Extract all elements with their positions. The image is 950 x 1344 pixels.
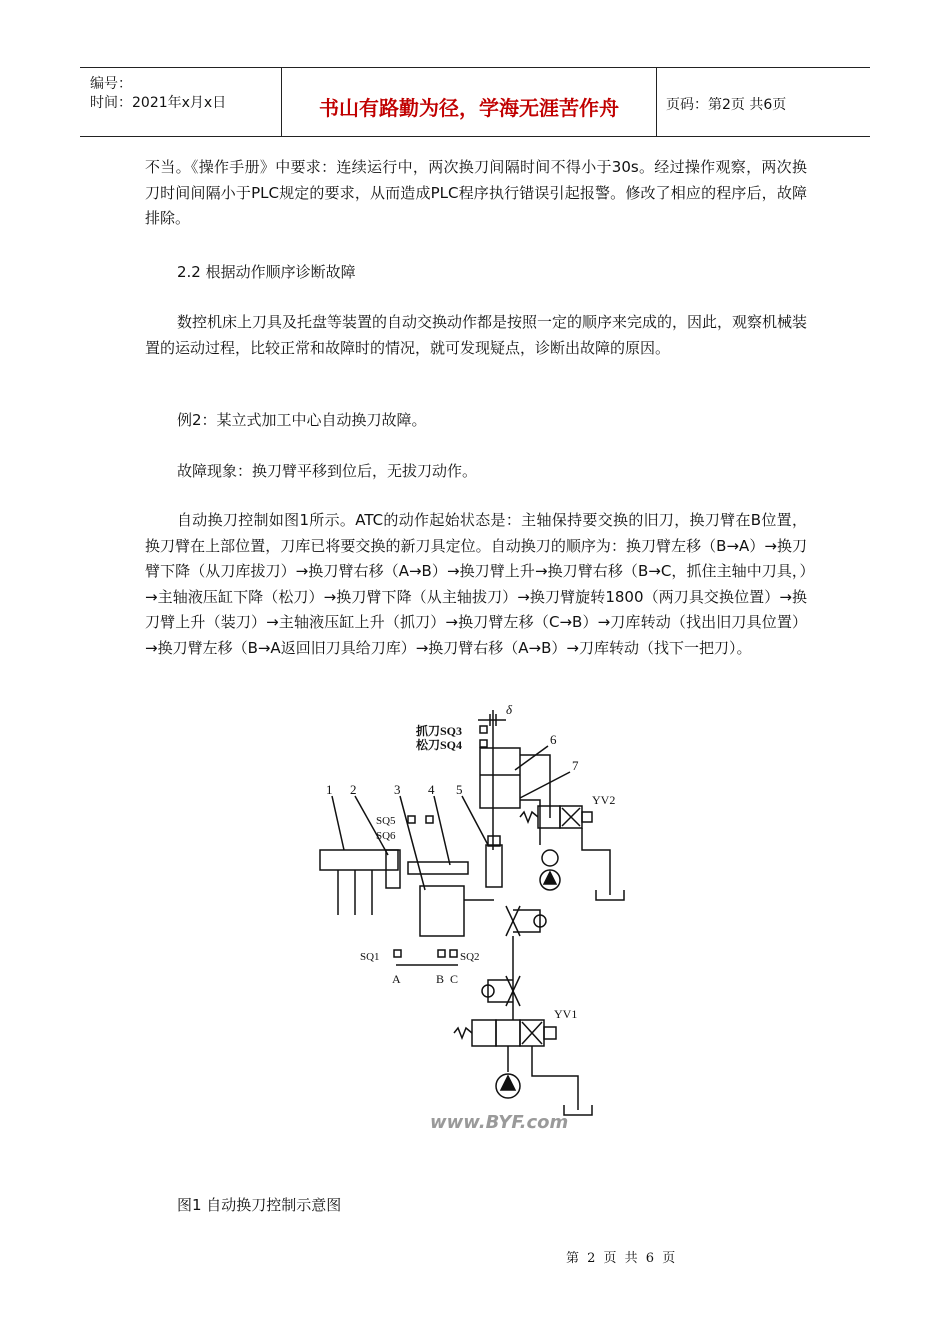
sq1-label: SQ1 [360,951,380,963]
header-page-label: 页码：第2页 共6页 [666,97,787,113]
header-table [80,67,870,137]
header-right-cell [656,68,870,136]
header-mid-cell [281,68,657,136]
sq3-label: 抓刀SQ3 [416,724,463,738]
yv2-spring [520,812,538,822]
figure-caption: 图1 自动换刀控制示意图 [177,1196,342,1214]
pipe-6-yv2-a [520,755,550,818]
leader-4 [434,796,450,865]
pump-bottom-arrow [501,1076,515,1090]
leader-7 [520,772,570,798]
sq3-switch [480,726,487,733]
leader-5 [462,796,488,845]
atc-diagram [310,700,630,1144]
sq4-switch [480,740,487,747]
sq5-label: SQ5 [376,815,396,827]
pos-a-label: A [392,972,401,986]
yv1-label: YV1 [554,1007,578,1021]
paragraph-3: 自动换刀控制如图1所示。ATC的动作起始状态是：主轴保持要交换的旧刀，换刀臂在B位置，换刀臂在上部位置，刀库已将要交换的新刀具定位。自动换刀的顺序为：换刀臂左移（B→A）→换刀臂下降（从刀库拔刀）→换刀臂右移（A→B）→换刀臂上升→换刀臂右移（B→C，抓住主轴中刀具，）→主轴液压缸下降（松刀）→换刀臂下降（从主轴拔刀）→换刀臂旋转1800（两刀具交换位置）→换刀臂上升（装刀）→主轴液压缸上升（抓刀）→换刀臂左移（C→B）→刀库转动（找出旧刀具位置）→换刀臂左移（B→A返回旧刀具给刀库）→换刀臂右移（A→B）→刀库转动（找下一把刀）。 [145,511,807,657]
leader-1 [332,796,344,850]
check-valve-top [542,850,558,866]
label-6: 6 [550,732,557,747]
pipe-6-yv2-b [520,800,540,845]
doc-number-label: 编号： [90,76,132,92]
sq2-switch-b [450,950,457,957]
yv1-solenoid [544,1027,556,1039]
watermark: www.BYF.com [430,1112,569,1133]
section-heading: 2.2 根据动作顺序诊断故障 [177,263,356,281]
sq2-switch [438,950,445,957]
sq6-switch [426,816,433,823]
return-line-top [582,828,610,895]
yv2-label: YV2 [592,793,616,807]
delta-label: δ [506,702,513,717]
spindle-cylinder-6 [480,748,520,808]
page-footer: 第 2 页 共 6 页 [566,1251,678,1266]
atc-diagram-svg [310,700,630,1140]
paragraph-1: 不当。《操作手册》中要求：连续运行中，两次换刀间隔时间不得小于30s。经过操作观察，两次换刀时间间隔小于PLC规定的要求，从而造成PLC程序执行错误引起报警。修改了相应的程序后，故障排除。 [145,158,807,227]
pos-c-label: C [450,972,459,986]
arm-cylinder-3 [420,886,464,936]
yv2-solenoid [582,812,592,822]
leader-3 [400,796,425,890]
yv1-valve-mid [496,1020,520,1046]
doc-time-label: 时间：2021年x月x日 [90,95,227,111]
sq1-switch [394,950,401,957]
spindle-5 [486,845,502,887]
return-line-bottom [532,1046,578,1110]
paragraph-2: 数控机床上刀具及托盘等装置的自动交换动作都是按照一定的顺序来完成的，因此，观察机械装置的运动过程，比较正常和故障时的情况，就可发现疑点，诊断出故障的原因。 [145,313,808,357]
label-5: 5 [456,782,463,797]
exchange-arm-4 [408,862,468,874]
label-1: 1 [326,782,333,797]
fault-phenomenon: 故障现象：换刀臂平移到位后，无拔刀动作。 [177,462,478,480]
sq6-label: SQ6 [376,830,396,842]
label-3: 3 [394,782,401,797]
sq4-label: 松刀SQ4 [416,738,463,752]
example-title: 例2：某立式加工中心自动换刀故障。 [177,411,427,429]
pump-top-arrow [544,872,556,884]
label-7: 7 [572,758,579,773]
yv2-valve-left [538,806,560,828]
header-left-cell [80,68,281,136]
pos-b-label: B [436,972,445,986]
sq5-switch [408,816,415,823]
label-4: 4 [428,782,435,797]
header-motto: 书山有路勤为径，学海无涯苦作舟 [319,96,619,120]
yv1-valve-left [472,1020,496,1046]
label-2: 2 [350,782,357,797]
yv1-spring [454,1028,472,1038]
sq2-label: SQ2 [460,951,480,963]
